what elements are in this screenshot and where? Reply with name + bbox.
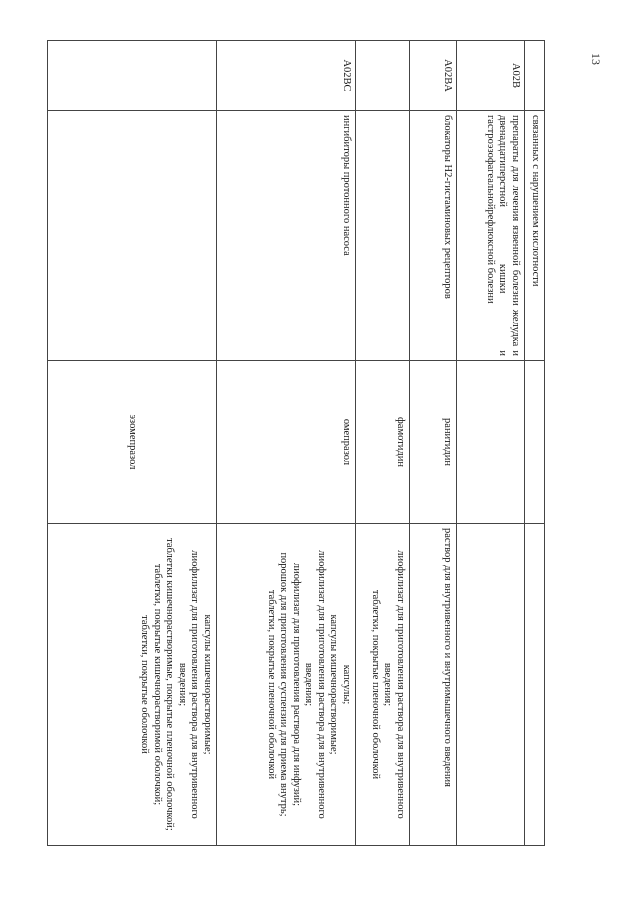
dosage-form: порошок для приготовления суспензии для приема внутрь;: [278, 552, 290, 817]
drug-name-cell: омепразол: [217, 361, 356, 524]
dosage-form: капсулы кишечнорастворимые;: [202, 614, 213, 755]
atc-code-cell: A02BA: [410, 41, 457, 111]
dosage-form: таблетки кишечнорастворимые, покрытые пленочной оболочкой;: [164, 538, 176, 831]
dosage-form: лиофилизат для приготовления раствора для внутривенного введения;: [177, 550, 201, 819]
dosage-form: таблетки, покрытые пленочной оболочкой: [266, 589, 277, 780]
dosage-form: таблетки, покрытые оболочкой: [139, 615, 151, 754]
dosage-form: таблетки, покрытые кишечнорастворимой оболочкой;: [152, 563, 163, 806]
group-name-cell: блокаторы Н2-гистаминовых рецепторов: [410, 111, 457, 361]
medication-table-sheet: [48, 40, 545, 845]
drug-name-cell: фамотидин: [356, 361, 410, 524]
dosage-forms-cell: [217, 524, 356, 846]
atc-code-cell: [356, 41, 410, 111]
group-name-cell: [48, 111, 217, 361]
drug-name-cell: [525, 361, 545, 524]
dosage-form: капсулы кишечнорастворимые;: [328, 614, 340, 755]
medication-table: [47, 40, 545, 846]
dosage-form: капсулы;: [341, 664, 352, 705]
dosage-forms-cell: [410, 524, 457, 846]
drug-name-cell: эзомепразол: [48, 361, 217, 524]
dosage-form: раствор для внутривенного и внутримышечного введения: [442, 528, 453, 787]
page-number: 13: [589, 53, 603, 65]
atc-code-cell: [48, 41, 217, 111]
dosage-forms-cell: [48, 524, 217, 846]
atc-code-cell: [525, 41, 545, 111]
dosage-form: лиофилизат для приготовления раствора для внутривенного введения;: [303, 550, 327, 819]
dosage-form: таблетки, покрытые пленочной оболочкой: [370, 589, 381, 780]
table-row: [356, 41, 410, 846]
group-name-cell: связанных с нарушением кислотности: [525, 111, 545, 361]
dosage-forms-cell: [525, 524, 545, 846]
table-row: [410, 41, 457, 846]
dosage-form: лиофилизат для приготовления раствора для инфузий;: [291, 562, 302, 807]
atc-code-cell: A02B: [457, 41, 525, 111]
group-name-cell: ингибиторы протонного насоса: [217, 111, 356, 361]
drug-name-cell: [457, 361, 525, 524]
table-row: [217, 41, 356, 846]
group-name-cell: препараты для лечения язвенной болезни желудка и двенадцатиперстной кишки и гастроэзофагеальнойрефлюксной болезни: [457, 111, 525, 361]
dosage-forms-cell: [457, 524, 525, 846]
group-name-cell: [356, 111, 410, 361]
dosage-form: лиофилизат для приготовления раствора для внутривенного введения;: [382, 550, 406, 819]
table-row: [48, 41, 217, 846]
atc-code-cell: A02BC: [217, 41, 356, 111]
table-row: [525, 41, 545, 846]
table-row: [457, 41, 525, 846]
dosage-forms-cell: [356, 524, 410, 846]
drug-name-cell: ранитидин: [410, 361, 457, 524]
